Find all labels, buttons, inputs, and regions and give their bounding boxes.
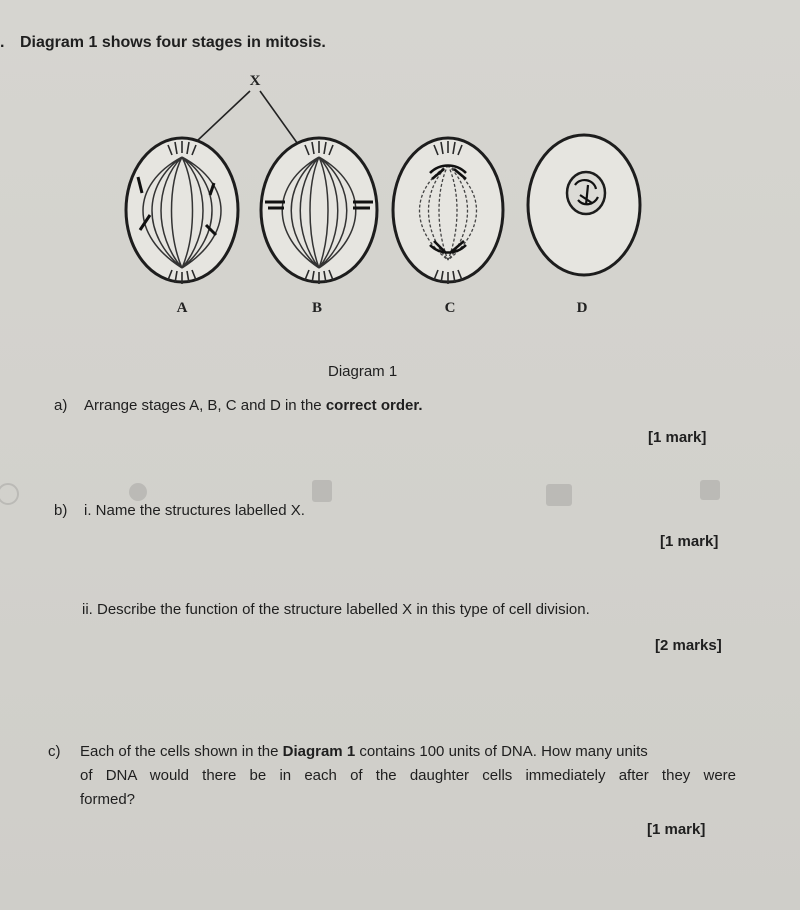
part-c-label: c) bbox=[48, 743, 61, 760]
part-c-text-start: Each of the cells shown in the bbox=[80, 743, 283, 760]
part-a-marks: [1 mark] bbox=[648, 429, 707, 446]
question-intro: Diagram 1 shows four stages in mitosis. bbox=[20, 34, 326, 51]
part-c-line-2: of DNA would there be in each of the daughter cells immediately after they were bbox=[80, 767, 736, 784]
part-a-text: Arrange stages A, B, C and D in the bbox=[84, 397, 326, 414]
part-a-label: a) bbox=[54, 397, 68, 414]
part-c-text-end: contains 100 units of DNA. How many units bbox=[355, 743, 648, 760]
cell-c bbox=[393, 138, 503, 284]
part-b-i-question: i. Name the structures labelled X. bbox=[84, 502, 305, 519]
part-b-i-marks: [1 mark] bbox=[660, 533, 719, 550]
cell-a bbox=[126, 138, 238, 284]
part-c-marks: [1 mark] bbox=[647, 821, 706, 838]
question-number: . bbox=[0, 34, 5, 51]
label-b: B bbox=[311, 300, 323, 316]
part-c-line-3: formed? bbox=[80, 791, 136, 808]
part-b-label: b) bbox=[54, 502, 68, 519]
part-a-bold-text: correct order. bbox=[325, 397, 423, 414]
part-b-ii-marks: [2 marks] bbox=[655, 637, 722, 654]
label-d: D bbox=[576, 300, 588, 316]
part-b-ii-question: ii. Describe the function of the structure labelled X in this type of cell division. bbox=[82, 601, 590, 618]
label-c: C bbox=[444, 300, 456, 316]
cell-d bbox=[528, 135, 640, 275]
part-c-line-1 bbox=[80, 742, 648, 762]
cell-b bbox=[261, 138, 377, 284]
diagram-caption: Diagram 1 bbox=[328, 363, 398, 380]
label-a: A bbox=[176, 300, 188, 316]
label-x: X bbox=[249, 73, 261, 89]
part-c-diagram-ref: Diagram 1 bbox=[282, 743, 356, 760]
pointer-line-b bbox=[260, 91, 300, 147]
mitosis-diagram bbox=[110, 65, 650, 325]
part-a-question bbox=[84, 396, 423, 416]
